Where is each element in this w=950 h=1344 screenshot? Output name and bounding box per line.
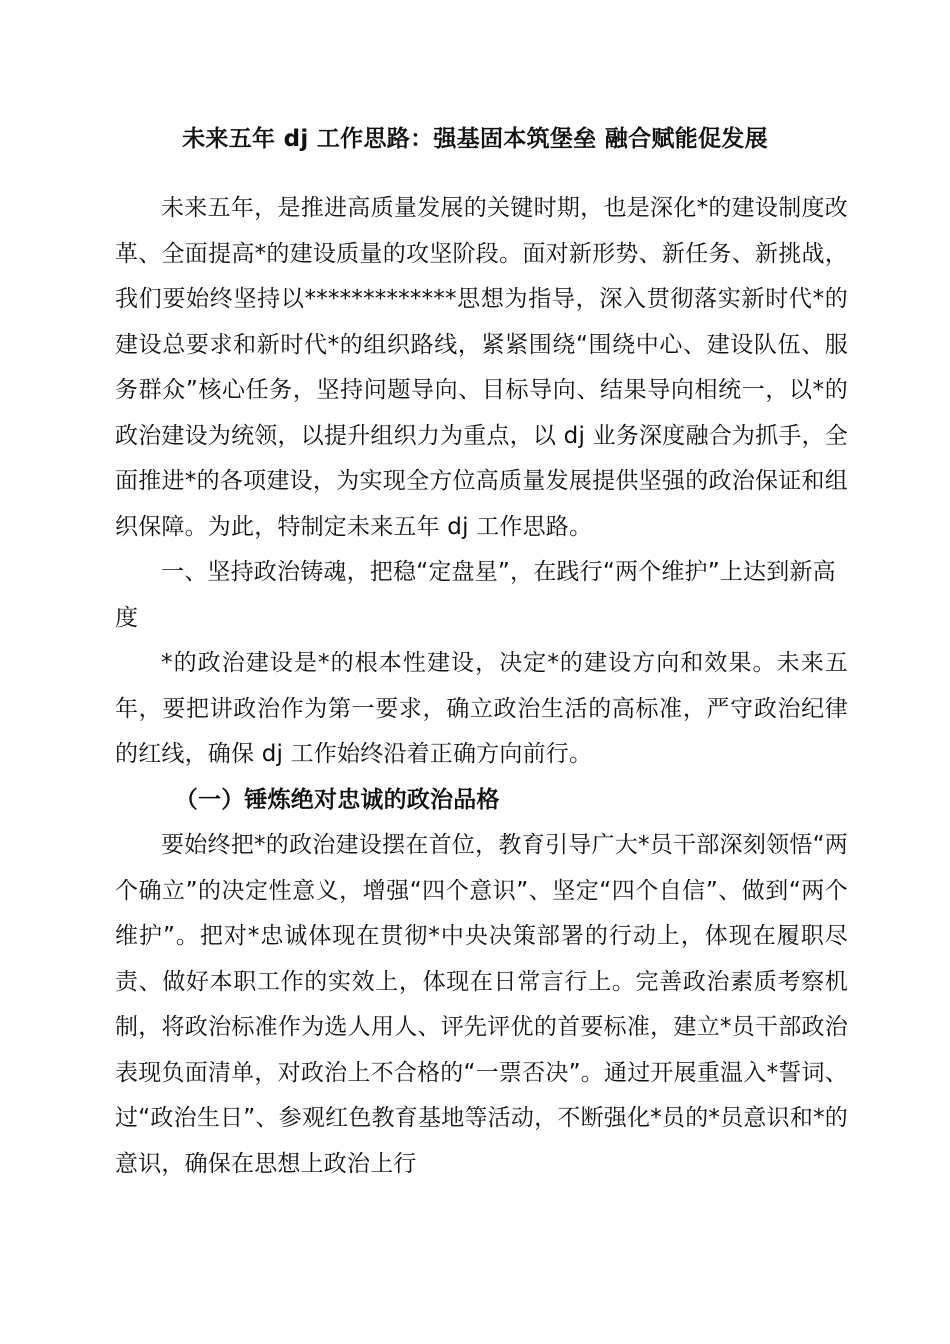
intro-paragraph: 未来五年，是推进高质量发展的关键时期，也是深化*的建设制度改革、全面提高*的建设质量的攻坚阶段。面对新形势、新任务、新挑战，我们要始终坚持以*************思想为指导，深入贯彻落实新时代*的建设总要求和新时代*的组织路线，紧紧围绕“围绕中心、建设队伍、服务群众”核心任务，坚持问题导向、目标导向、结果导向相统一，以*的政治建设为统领，以提升组织力为重点，以 dj 业务深度融合为抓手，全面推进*的各项建设，为实现全方位高质量发展提供坚强的政治保证和组织保障。为此，特制定未来五年 dj 工作思路。 xyxy=(115,195,848,540)
section-1-paragraph: *的政治建设是*的根本性建设，决定*的建设方向和效果。未来五年，要把讲政治作为第一要求，确立政治生活的高标准，严守政治纪律的红线，确保 dj 工作始终沿着正确方向前行。 xyxy=(115,650,848,767)
document-title: 未来五年 dj 工作思路：强基固本筑堡垒 融合赋能促发展 xyxy=(182,126,768,152)
subsection-1-paragraph: 要始终把*的政治建设摆在首位，教育引导广大*员干部深刻领悟“两个确立”的决定性意义，增强“四个意识”、坚定“四个自信”、做到“两个维护”。把对*忠诚体现在贯彻*中央决策部署的行动上，体现在履职尽责、做好本职工作的实效上，体现在日常言行上。完善政治素质考察机制，将政治标准作为选人用人、评先评优的首要标准，建立*员干部政治表现负面清单，对政治上不合格的“一票否决”。通过开展重温入*誓词、过“政治生日”、参观红色教育基地等活动，不断强化*员的*员意识和*的意识，确保在思想上政治上行 xyxy=(115,832,848,1177)
subsection-1-heading: （一）锤炼绝对忠诚的政治品格 xyxy=(174,786,500,813)
document-body xyxy=(115,186,848,1187)
section-1-heading: 一、坚持政治铸魂，把稳“定盘星”，在践行“两个维护”上达到新高度 xyxy=(115,559,836,631)
